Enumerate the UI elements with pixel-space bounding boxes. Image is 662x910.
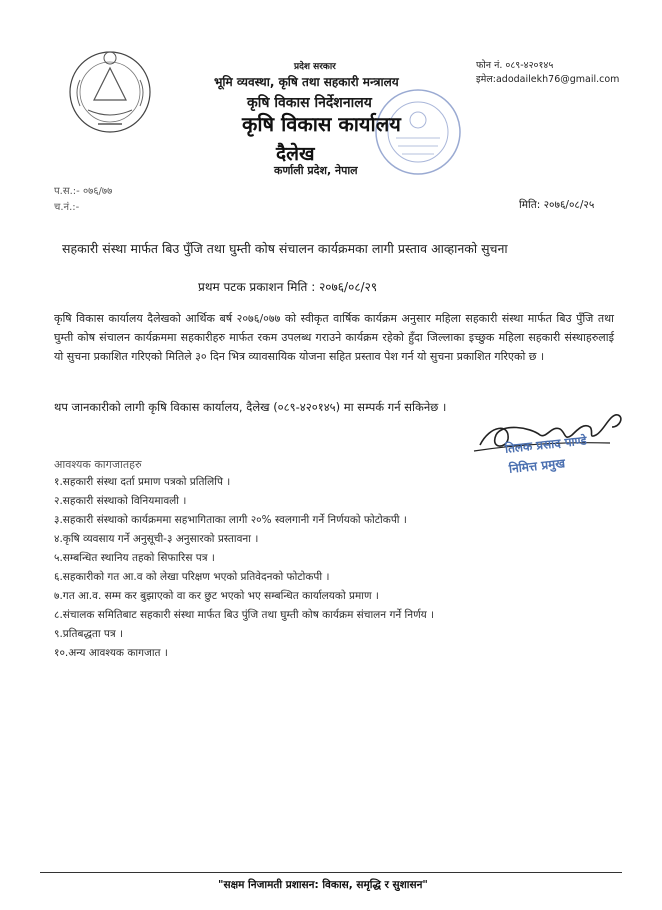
dispatch-number: च.नं.:-	[54, 202, 80, 213]
notice-body: कृषि विकास कार्यालय दैलेखको आर्थिक बर्ष २०७६/०७७ को स्वीकृत वार्षिक कार्यक्रम अनुसार महिला सहकारी संस्था मार्फत बिउ पुँजि तथा घुम्ती कोष संचालन कार्यक्रममा सहकारीहरु मार्फत रकम उपलब्ध गराउने कार्यक्रम रहेको हुँदा जिल्लाका इच्छुक महिला सहकारी संस्थाहरुलाई यो सुचना प्रकाशित गरिएको मितिले ३० दिन भित्र व्यावसायिक योजना सहित प्रस्ताव पेश गर्न यो सुचना प्रकाशित गरिएको छ ।	[54, 312, 614, 363]
email-address: इमेल:adodailekh76@gmail.com	[476, 74, 620, 85]
list-item: ४.कृषि व्यवसाय गर्ने अनुसूची-३ अनुसारको प्रस्तावना ।	[54, 533, 259, 545]
government-emblem	[60, 40, 160, 140]
list-item: १.सहकारी संस्था दर्ता प्रमाण पत्रको प्रतिलिपि ।	[54, 476, 231, 488]
ministry-name: भूमि व्यवस्था, कृषि तथा सहकारी मन्त्रालय	[214, 75, 399, 89]
directorate-name: कृषि विकास निर्देशनालय	[247, 95, 372, 111]
footer-divider	[40, 872, 622, 873]
documents-list	[54, 473, 434, 663]
phone-number: फोन नं. ०८९-४२०१४५	[476, 60, 554, 71]
office-name: कृषि विकास कार्यालय	[242, 112, 401, 136]
list-item: ८.संचालक समितिबाट सहकारी संस्था मार्फत बिउ पुंजि तथा घुम्ती कोष कार्यक्रम संचालन गर्ने निर्णय ।	[54, 609, 435, 621]
documents-heading: आवश्यक कागजातहरु	[54, 458, 142, 471]
list-item: ३.सहकारी संस्थाको कार्यक्रममा सहभागिताका लागी २०% स्वलगानी गर्ने निर्णयको फोटोकपी ।	[54, 514, 407, 526]
list-item: ५.सम्बन्धित स्थानिय तहको सिफारिस पत्र ।	[54, 552, 215, 564]
letter-date: मिति: २०७६/०८/२५	[519, 199, 595, 211]
list-item: १०.अन्य आवश्यक कागजात ।	[54, 647, 168, 659]
province-name: कर्णाली प्रदेश, नेपाल	[274, 164, 358, 177]
publication-date: प्रथम पटक प्रकाशन मिति : २०७६/०८/२९	[198, 280, 378, 294]
district-name: दैलेख	[276, 143, 315, 165]
contact-note: थप जानकारीको लागी कृषि विकास कार्यालय, दैलेख (०८९-४२०१४५) मा सम्पर्क गर्न सकिनेछ ।	[54, 400, 447, 414]
list-item: ६.सहकारीको गत आ.व को लेखा परिक्षण भएको प्रतिवेदनको फोटोकपी ।	[54, 571, 330, 583]
list-item: ९.प्रतिबद्धता पत्र ।	[54, 628, 123, 640]
signatory-title: निमित्त प्रमुख	[508, 456, 566, 476]
list-item: २.सहकारी संस्थाको विनियमावली ।	[54, 495, 187, 507]
list-item: ७.गत आ.व. सम्म कर बुझाएको वा कर छुट भएको भए सम्बन्धित कार्यालयको प्रमाण ।	[54, 590, 379, 602]
footer-slogan: "सक्षम निजामती प्रशासन: विकास, समृद्धि र सुशासन"	[218, 879, 428, 891]
letter-number: प.स.:- ०७६/७७	[54, 186, 113, 197]
notice-subject: सहकारी संस्था मार्फत बिउ पुँजि तथा घुम्ती कोष संचालन कार्यक्रमका लागी प्रस्ताव आव्हानको सुचना	[62, 241, 508, 256]
government-label: प्रदेश सरकार	[294, 62, 336, 72]
signatory-name: तिलक प्रसाद पाण्डे	[504, 433, 588, 456]
